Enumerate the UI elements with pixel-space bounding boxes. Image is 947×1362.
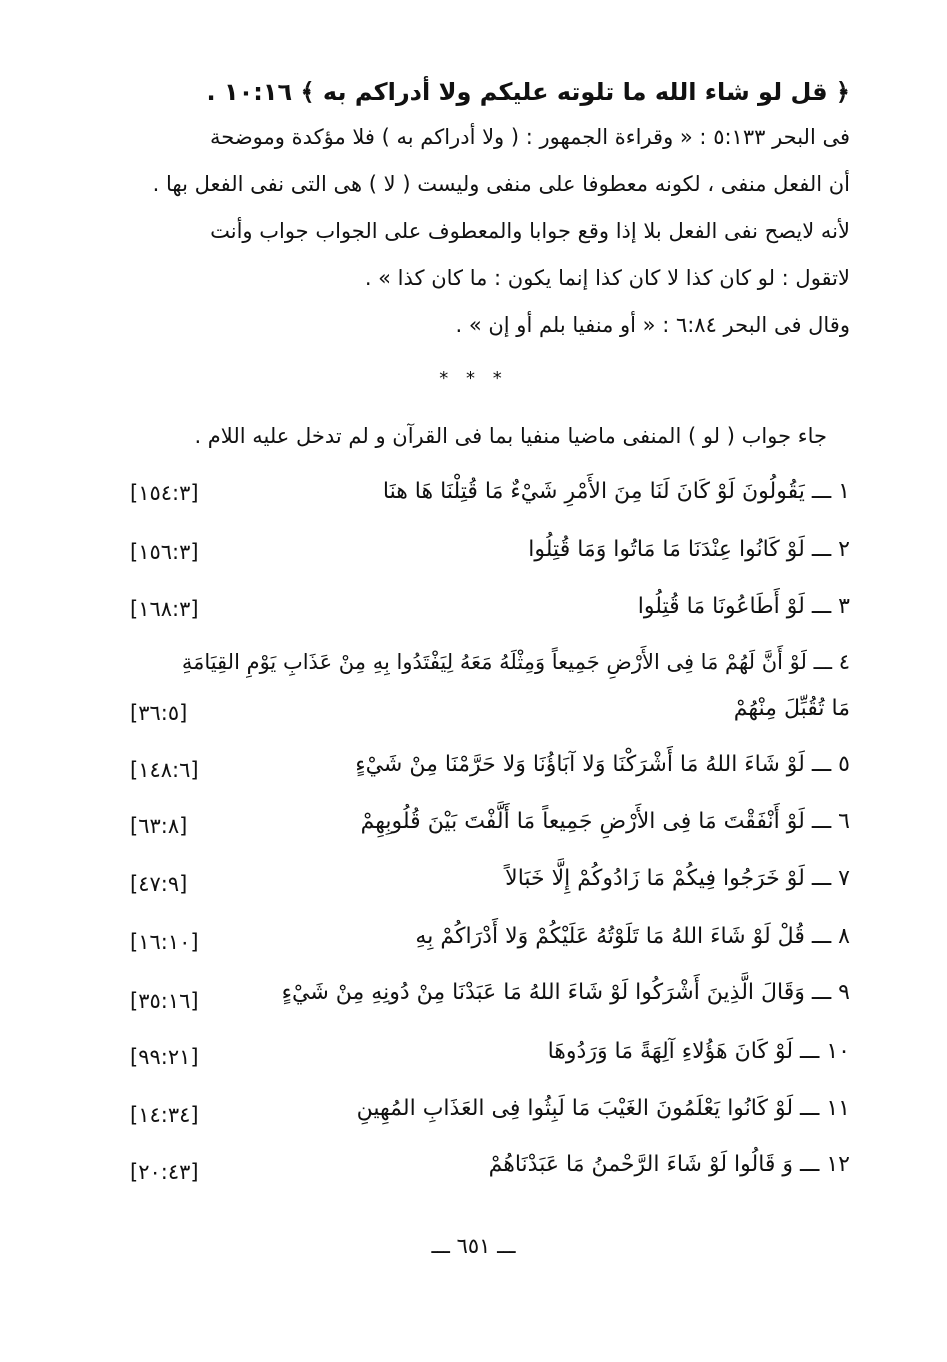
verse-reference: [١٦٨:٣] (130, 597, 199, 621)
verse-reference: [١٤:٣٤] (130, 1103, 199, 1127)
verse-reference: [٩٩:٢١] (130, 1045, 199, 1069)
verse-text: ١١ ـــ لَوْ كَانُوا يَعْلَمُونَ الغَيْبَ مَا لَبِثُوا فِى العَذَابِ المُهِينِ (356, 1096, 850, 1121)
verse-text: ٦ ـــ لَوْ أَنْفَقْتَ مَا فِى الأَرْضِ جَمِيعاً مَا أَلَّفْتَ بَيْنَ قُلُوبِهِمْ (360, 809, 850, 834)
header-quote: ﴿ قل لو شاء الله ما تلوته عليكم ولا أدراكم به ﴾ ١٠:١٦ . (206, 78, 850, 106)
verse-reference: [٣٦:٥] (130, 701, 188, 725)
commentary-line: وقال فى البحر ٦:٨٤ : « أو منفيا بلم أو إن » . (455, 313, 850, 337)
section-intro: جاء جواب ( لو ) المنفى ماضيا منفيا بما فى القرآن و لم تدخل عليه اللام . (194, 424, 827, 448)
verse-text: ١٢ ـــ وَ قَالُوا لَوْ شَاءَ الرَّحْمنُ مَا عَبَدْنَاهُمْ (488, 1152, 850, 1177)
verse-text: ٧ ـــ لَوْ خَرَجُوا فِيكُمْ مَا زَادُوكُمْ إِلَّا خَبَالاً (505, 866, 850, 891)
verse-reference: [١٥٦:٣] (130, 540, 199, 564)
commentary-line: لاتقول : لو كان كذا لا كان كذا إنما يكون : ما كان كذا » . (364, 266, 850, 290)
verse-reference: [٣٥:١٦] (130, 989, 199, 1013)
verse-text: ١٠ ـــ لَوْ كَانَ هَؤُلاءِ آلِهَةً مَا وَرَدُوهَا (547, 1039, 850, 1064)
page-number: ـــ ٦٥١ ـــ (431, 1234, 516, 1258)
verse-reference: [٦٣:٨] (130, 814, 188, 838)
commentary-line: أن الفعل منفى ، لكونه معطوفا على منفى وليست ( لا ) هى التى نفى الفعل بها . (152, 172, 850, 196)
verse-reference: [١٤٨:٦] (130, 758, 199, 782)
verse-text: ٢ ـــ لَوْ كَانُوا عِنْدَنَا مَا مَاتُوا وَمَا قُتِلُوا (528, 537, 850, 562)
verse-text: ٨ ـــ قُلْ لَوْ شَاءَ اللهُ مَا تَلَوْتُهُ عَلَيْكُمْ وَلا أَدْرَاكُمْ بِهِ (415, 924, 850, 949)
verse-text: ٩ ـــ وَقَالَ الَّذِينَ أَشْرَكُوا لَوْ شَاءَ اللهُ مَا عَبَدْنَا مِنْ دُونِهِ مِنْ شَيْءٍ (281, 980, 850, 1005)
verse-text: ١ ـــ يَقُولُونَ لَوْ كَانَ لَنَا مِنَ الأَمْرِ شَيْءٌ مَا قُتِلْنَا هَا هنَا (382, 479, 850, 504)
section-separator: * * * (439, 368, 508, 389)
commentary-line: فى البحر ٥:١٣٣ : « وقراءة الجمهور : ( ولا أدراكم به ) فلا مؤكدة وموضحة (210, 125, 850, 149)
commentary-line: لأنه لايصح نفى الفعل بلا إذا وقع جوابا والمعطوف على الجواب جواب وأنت (210, 219, 850, 243)
verse-text: ٤ ـــ لَوْ أَنَّ لَهُمْ مَا فِى الأَرْضِ جَمِيعاً وَمِثْلَهُ مَعَهُ لِيَفْتَدُوا بِهِ مِنْ عَذَابِ يَوْمِ القِيَامَةِ (181, 650, 850, 674)
verse-text: ٣ ـــ لَوْ أَطَاعُونَا مَا قُتِلُوا (637, 594, 850, 619)
verse-reference: [١٥٤:٣] (130, 481, 199, 505)
verse-text: ٥ ـــ لَوْ شَاءَ اللهُ مَا أَشْرَكْنَا وَلا آبَاؤُنَا وَلا حَرَّمْنَا مِنْ شَيْءٍ (355, 752, 850, 777)
verse-reference: [٤٧:٩] (130, 872, 188, 896)
verse-reference: [١٦:١٠] (130, 930, 199, 954)
verse-text-continued: مَا تُقُبِّلَ مِنْهُمْ (733, 696, 850, 721)
verse-reference: [٢٠:٤٣] (130, 1160, 199, 1184)
